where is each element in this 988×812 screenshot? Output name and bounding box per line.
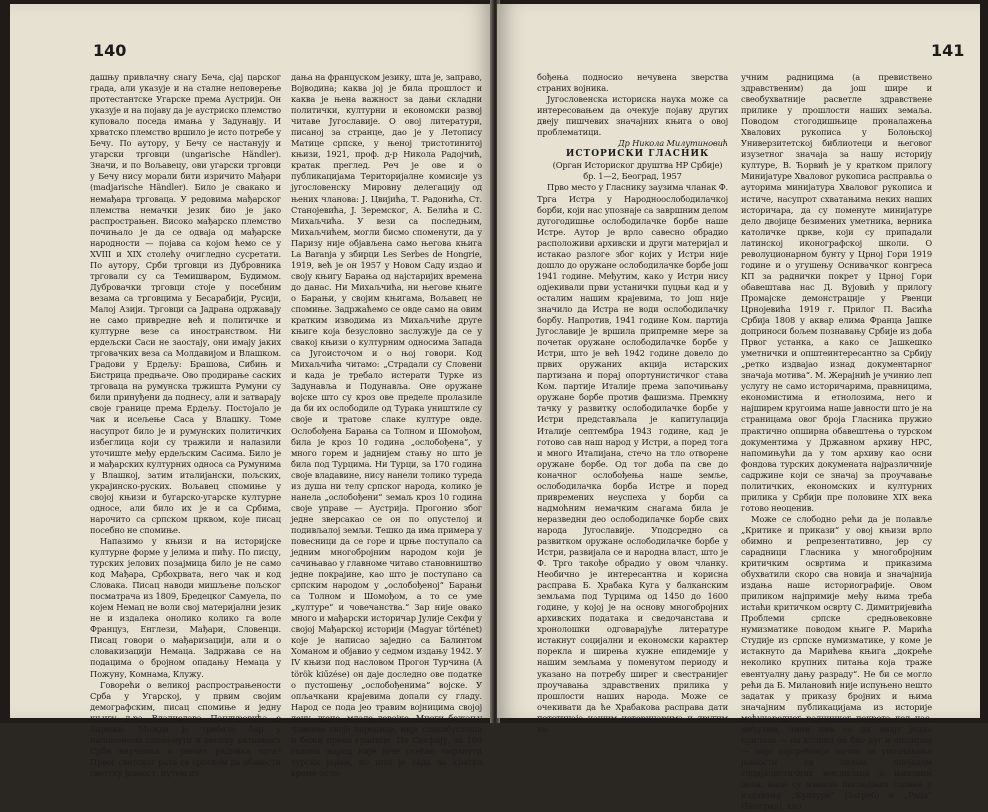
page-number-left: 140 <box>93 41 127 60</box>
review-author: Др Никола Милутиновић <box>617 138 728 149</box>
paragraph: дашњу привлачну снагу Беча, сјај царског града, али указује и на сталне неповерење протестантске Угарске према Аустрији. Он указује и на појаву да је аустриско племство куповало поседа имања у Задунавју. И хрватско племство вршило је исто потребе у Бечу. По аутору, у Бечу се настанују и угарски трговци (ungarische Händler). Значи, и по Вољавецу, ови угарски трговци у Бечу нису морали бити изричито Мађари (madjarische Händler). Било је свакако и немађара трговаца. У редовима мађарског племства немачки језик био је јако распрострањен. Високо мађарско племство почињало је да се одваја од мађарске народности — појава са којом ћемо се у XVIII и XIX столећу очигледно сусретати. По аутору, Срби трговци из Дубровника трговали су са Темишваром, Будимом. Дубровачки трговци стоје у посебним везама са трговцима у Бесарабији, Русији, Малој Азији. Трговци са Јадрана одржавају не само привредне већ и политичке и културне везе са иностранством. Ни ердељски Саси не заостају, они имају јаких трговачких веза са Молдавијом и Влашком. Градови у Ердељу: Брашова, Сибињ и Бистрица предњаче. Ово продирање саских трговаца на румунска тржишта Румуни су били принуђени да поднесу, али и затварају своје границе према Ердељу. Постојало је чак и исељење Саса у Влашку. Томе насупрот било је и румунских политичких избеглица који су тражили и налазили уточиште међу ердељским Сасима. Било је и мађарских културних односа са Румунима у Влашкој, затим италијански, пољских, украјинско-руских. Вољавец спомиње у својој књизи и бугарско-угарске културне односе, али било их је и са Србима, нарочито са српском црквом, које писац посебно не спомиње. <box>90 72 281 535</box>
page-number-right: 141 <box>931 41 965 60</box>
left-column-2 <box>291 72 482 779</box>
paragraph: бођења подносио нечувена зверства страних војника. <box>537 72 728 94</box>
left-column-1 <box>90 72 281 779</box>
paragraph: Може се слободно рећи да је полавље „Критике и прикази“ у овој књизи врло обимно и репрезентативно, јер су сарадници Гласника у многобројним критичким освртима и приказима обухватили скоро сва новија и значајнија издања наше историографије. Овом приликом најпримије међу њима треба истаћи критичком осврту С. Димитријевића Проблеми српске средњовековне нумизматике поводом књиге Р. Марића Студије из српске нумизматике, у коме је истакнуто да Марићева књига „докреће неколико крупних питања која траже евентуалну дању разраду“. Не би се могло рећи да Б. Милановић није испуњено нешто задатак у приказу бројних и њима значајним публикацијама из историје међународног радничког покрета код нас, међутим, чини нам се да онају једна прилаза — на колико он био дуг и опширан — није најсрећнији начин за упознавање јавности са целом плејадом социјалистичких мислилаца и њиховим дела, када су изашла последњих година у издавању „Културе“ (Загреб) и „Рада“ (Београд), као <box>741 513 932 812</box>
right-column-2 <box>741 72 932 812</box>
paragraph: дања на француском језику, шта је, заправо, Војводина; каква јој је била прошлост и каква је њена важност за дањи складни политички, културни и економски развој читаве Југославије. О овој литератури, писаној за странце, дао је у Летопису Матице српске, у њеној тристотинитој књизи, 1921, проф. д-р Никола Радојчић, кратак преглед. Реч је ове и о публикацијама Територијалне комисије уз југословенску Мировну делегацију од њених чланова: Ј. Цвијића, Т. Радонића, Ст. Станојевића, J. Зеремског, А. Белића и С. Михаљчића. У вези са последњим, Михаљчићем, могли бисмо споменути, да у Паризу није објављена само његова књига La Baranja у збирци Les Serbes de Hongrie, 1919, већ је он 1957 у Новом Саду издао и своју књигу Барања од најстаријих времена до данас. Ни Михаљчића, ни његове књиге о Барањи, у својим књигама, Вољавец не спомиње. Задржаћемо се овде само на овим кратким изводима из Михаљчиће друге књиге која безусловно заслужује да се у свакој књизи о културним односима Запада са Југоисточом и о њој говори. Код Михаљчића читамо: „Страдали су Словени и када је требало истерати Турке из Задунавља и Подунавља. Оне оружане војске што су кроз ове пределе пролазиле да би их ослободиле од Турака уништиле су своје и тратове слаке културе овде. Ослобођена Барања са Толном и Шомођом, била је кроз 10 година „ослобођена“, у много горем и јаднијем стању но што је била под Турцима. Ни Турци, за 170 година своје владавине, нису нанели толико туреда из душа ни телу српског народа, колико је нанела „ослобођени“ земаљ кроз 10 година своје управе — Аустрија. Прогонио због једне зверсакао се он по опустелој и подивљалој земљи. Тешко да има примера у повесници да се горе и црње поступало са једним многобројним народом који је сачињавао у главноме читаво становништво једне покрајине, као што је поступано са српским народом у „ослобођеној“ Барањи са Толном и Шомођом, а то се уме „културе“ и човечанства.“ Зар није овако много и мађарски историчар Јулије Секфи у својој Мађарској историји (Magyar történet) које је написао заједно са Балинтом Хоманом и објавио у седмом издању 1942. У IV књизи под насловом Прогон Турчина (A török kiűzése) он даје доследно ове податке о пустошењу „ослобођенима“ војске. У опљачкани крајевима допали су гладу. Народ се пода јео травим војницима својој децу, жене, младе девојке. Многи бежању чланове своје породице, није слакобустоша и бежи преко границе. По Секфију, за 100 година народ није јаче осећао омрзнути турски јарам, но што је сада за кратко време осло- <box>291 72 482 778</box>
section-subheading: (Орган Историског друштва НР Србије) бр. 1—2, Београд, 1957 <box>552 160 723 182</box>
section-heading: ИСТОРИСКИ ГЛАСНИК <box>565 149 710 160</box>
left-page <box>10 4 493 778</box>
right-column-1 <box>537 72 728 735</box>
paragraph: Напазимо у књизи и на историјске културне форме у јелима и пићу. По писцу, турских јелових позајмица било је не само код Мађара, Србохрвата, него чак и код Словака. Писац наводи мишљење пољског посматрача из 1809, Бредецког Самуела, по којем Немац не воли свој материјални језик не и издалека онолико колико га воле Француз, Енглези, Мађари, Словенци. Писац говори о мађаризацији, али и о словакизацији Немаца. Задржава се на подацима о бројном опадању Немаца у Пожуну, Комнама, Клужу. <box>90 535 281 679</box>
right-page <box>497 4 980 812</box>
paragraph: Говорећи о великој распрострањености Срба у Угарској, у првим својим демографским, писац спомиње и једну књигу д-ра Владислава Пандуровића о Барањи. Можда је требало бар у напоменама споменути и велику активност Срба научника и јавних радника тога? Првог светског рата са српском да обавести светску јавност, путем из- <box>90 679 281 778</box>
paragraph: Прво место у Гласнику заузима чланак Ф. Трга Истра у Народноослободилачкој борби, који нас упознаје са завршним делом дугогодишње ослободилачке борбе наше Истре. Аутор је врло савесно обрадио расположиви архивски и други материјал и истакао разлоге због којих у Истри није дошло до оружане ослободилачке борбе још 1941 године. Међутим, како у Истри нису одјекивали први устанички пуцњи кад и у осталим нашим крајевима, то још није значило да Истра не води ослободилачку борбу. Напротив, 1941 године Ком. партија Југославије је вршила припремне мере за почетак оружане ослободилачке борбе у Истри, што је већ 1942 године довело до првих оружаних акција истарских партизана и порај опортунистичког става Ком. партије Италије према започињању оружане борбе против фашизма. Премкну тачку у развитку ослободилачке борбе у Истри представљала је капитулација Италије септембра 1943 године, кад је готово сав наш народ у Истри, а поред тога и много Италијана, стечо на тло отворене оружане борбе. Од тог доба па све до коначног ослобођења наше земље, ослободилачка борба Истре и поред привремених неуспеха у борби са надмоћним немачким снагама била је неразведни део ослободилачке борбе свих народа Југославије. Уподсредно са развитком оружане ослободилачке борбе у Истри, развијала се и народна власт, што је Ф. Трго такође обрадио у овом чланку. Необично је интересантна и корисна расправа Б. Храбака Куга у балканским земљама под Турцима од 1450 до 1600 године, у којој је на основу многобројних архивских података и сведочанстава и хронолошки одговарајуће литературе истакнут социјални и економски карактер порекла и ширења кужне епидемије у нашим земљама у поменутом периоду и указано на потребу ширег и свестранијег проучавања здравствених прилика у прошлости наших народа. Може се очекивати да ће Храбакова расправа дати потстицаја нашим историчарима и другим на- <box>537 182 728 734</box>
paragraph: Југословенска историска наука може са интересовањем да очекује појаву других двеју пишчевих значајних књига о овој проблематици. <box>537 94 728 138</box>
paragraph: учним радницима (а превиствено здравственим) да још шире и свеобухватније расветле здравствене прилике у прошлости наших земаља. Поводом стогодишњице проналажења Хвалових рукописа у Болоњској Универзитетској библиотеци и његовог изузетног значаја за нашу историју културе, В. Ћорвић је у кратком прилогу Минијатуре Хваловог рукописа расправља о ауторима минијатура Хваловог рукописа и истиче, насупрот схватањима неких наших историчара, да су поменуте минијатуре дело двојице безимених уметника, верника католичке цркве, који су припадали латинској иконографској школи. О револуционарном бунту у Црној Гори 1919 године и о угушењу Оснивачког конгреса КП за раднички покрет у Црној Гори обавештава нас Д. Вујовић у прилогу Промајске демонстрације у Рвенци Црнојевића 1919 г. Прилог П. Васића Србија 1808 у аквар елима Франца Јашке доприноси бољем познавању Србије из доба Првог устанка, а како се Јашкешко уметнички и општеинтересантно за Србију „ретко издвајао изнад документарног значаја мотива“. М. Жерајнић је учинио леп услугу не само историчарима, правницима, економистима и етнолозима, него и најширем кругоима наше јавности што је на страницама овог броја Гласника пружио практично опширна обавештења о турском документима у Државном архиву НРС, напомињући да у том архиву као осни фондова турских докумената најразличније садржине који се значај за проучавање политичких, економских и културних прилика у Србији пре половине XIX века готово неоценив. <box>741 72 932 513</box>
